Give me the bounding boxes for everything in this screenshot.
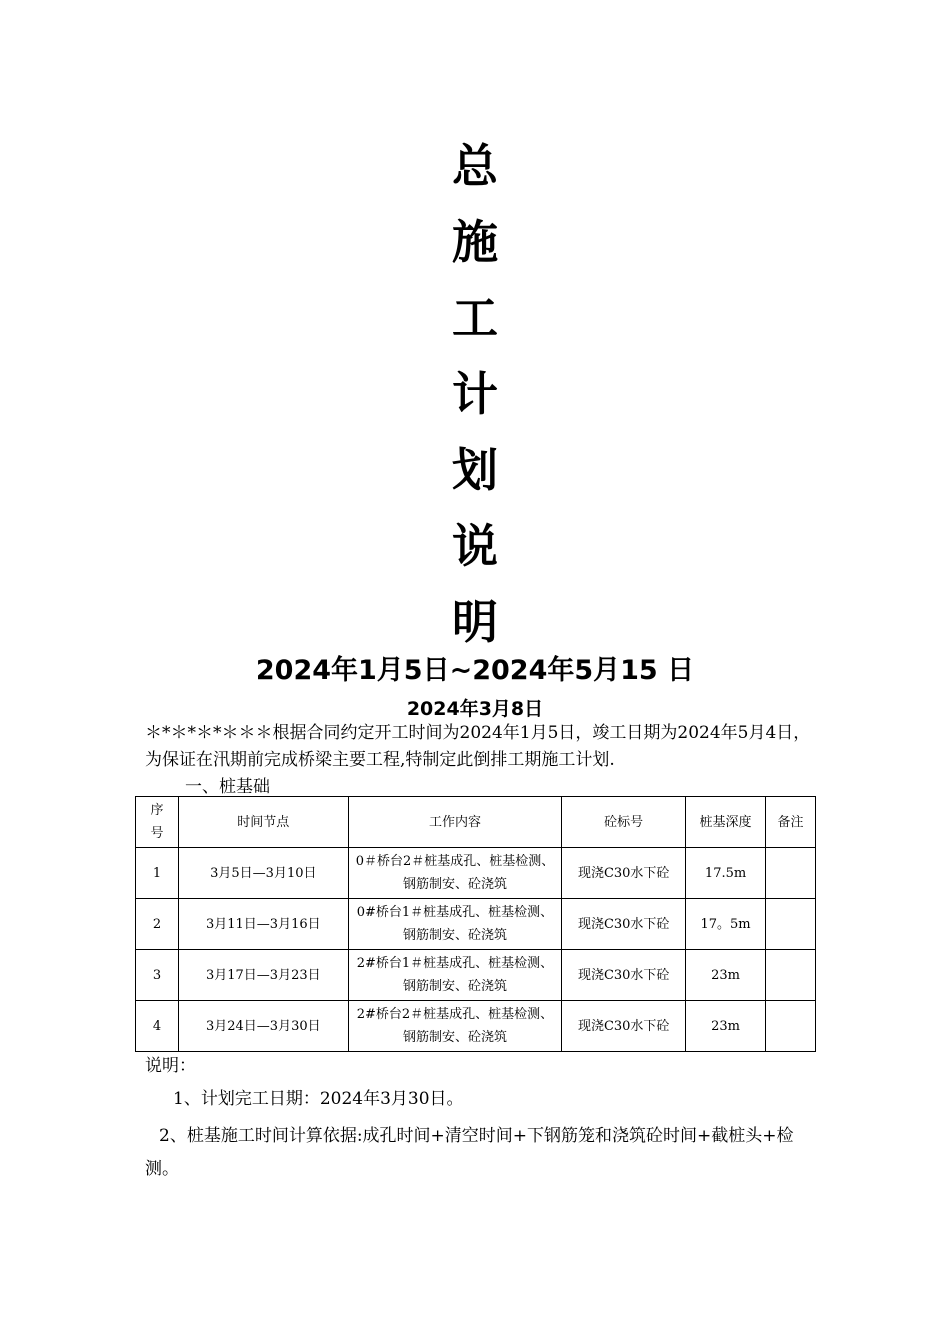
table-cell xyxy=(766,950,816,1001)
table-row xyxy=(136,899,816,950)
document-date: 2024年3月8日 xyxy=(406,698,544,720)
title-char: 总 xyxy=(452,139,498,193)
table-cell: 3 xyxy=(136,950,179,1001)
title-char: 计 xyxy=(452,367,498,421)
table-cell: 现浇C30水下砼 xyxy=(562,848,686,899)
title-char: 工 xyxy=(452,291,498,345)
table-cell: 2#桥台2＃桩基成孔、桩基检测、钢筋制安、砼浇筑 xyxy=(348,1001,562,1052)
table-cell: 23m xyxy=(686,950,766,1001)
table-cell: 2#桥台1＃桩基成孔、桩基检测、钢筋制安、砼浇筑 xyxy=(348,950,562,1001)
header-cell: 序号 xyxy=(136,797,179,848)
table-cell: 3月5日—3月10日 xyxy=(178,848,348,899)
table-cell: 3月24日—3月30日 xyxy=(178,1001,348,1052)
header-cell: 备注 xyxy=(766,797,816,848)
title-char: 施 xyxy=(452,215,498,269)
table-cell: 现浇C30水下砼 xyxy=(562,899,686,950)
header-cell: 工作内容 xyxy=(348,797,562,848)
table-header-row xyxy=(136,797,816,848)
table-cell xyxy=(766,848,816,899)
note-item: 1、计划完工日期：2024年3月30日。 xyxy=(173,1089,464,1109)
intro-paragraph: ＊*＊*＊*＊＊＊根据合同约定开工时间为2024年1月5日，竣工日期为2024年5月4日，为保证在汛期前完成桥梁主要工程,特制定此倒排工期施工计划. xyxy=(145,723,811,770)
table-cell: 2 xyxy=(136,899,179,950)
header-cell: 时间节点 xyxy=(178,797,348,848)
header-cell: 桩基深度 xyxy=(686,797,766,848)
schedule-date-range: 2024年1月5日~2024年5月15 日 xyxy=(255,655,695,686)
notes-label: 说明： xyxy=(145,1056,196,1076)
title-char: 明 xyxy=(452,595,498,649)
table-cell: 17.5m xyxy=(686,848,766,899)
title-char: 划 xyxy=(452,443,498,497)
table-cell: 1 xyxy=(136,848,179,899)
table-cell: 3月11日—3月16日 xyxy=(178,899,348,950)
table-cell: 0#桥台1＃桩基成孔、桩基检测、钢筋制安、砼浇筑 xyxy=(348,899,562,950)
document-title xyxy=(0,128,950,660)
table-cell: 4 xyxy=(136,1001,179,1052)
section-heading: 一、桩基础 xyxy=(185,777,270,797)
title-char: 说 xyxy=(452,519,498,573)
table-cell: 现浇C30水下砼 xyxy=(562,1001,686,1052)
table-row xyxy=(136,950,816,1001)
table-cell xyxy=(766,1001,816,1052)
note-item: 2、桩基施工时间计算依据:成孔时间+清空时间+下钢筋笼和浇筑砼时间+截桩头+检测。 xyxy=(145,1126,794,1179)
table-cell: 3月17日—3月23日 xyxy=(178,950,348,1001)
pile-foundation-table xyxy=(135,796,816,1052)
table-row xyxy=(136,848,816,899)
table-cell: 23m xyxy=(686,1001,766,1052)
table-row xyxy=(136,1001,816,1052)
table-cell xyxy=(766,899,816,950)
table-cell: 0＃桥台2＃桩基成孔、桩基检测、钢筋制安、砼浇筑 xyxy=(348,848,562,899)
table-cell: 现浇C30水下砼 xyxy=(562,950,686,1001)
table-cell: 17。5m xyxy=(686,899,766,950)
header-cell: 砼标号 xyxy=(562,797,686,848)
